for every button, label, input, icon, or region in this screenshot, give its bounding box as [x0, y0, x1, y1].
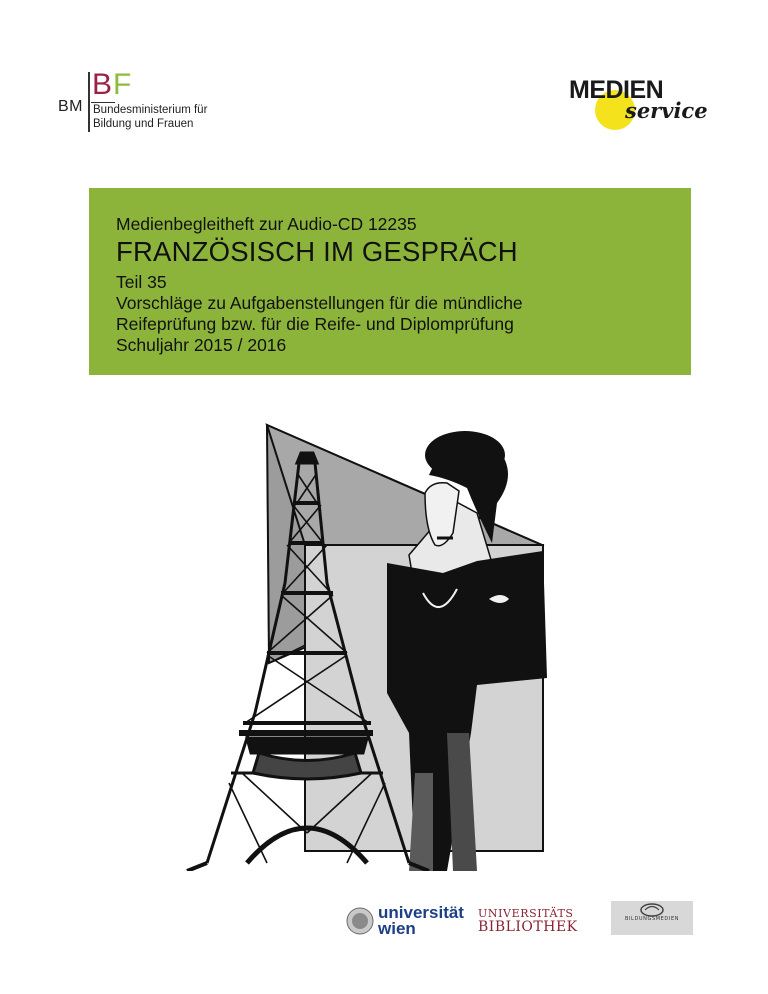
bildungsmedien-emblem-icon — [639, 903, 665, 917]
cover-subtitle: Medienbegleitheft zur Audio-CD 12235 — [116, 214, 417, 234]
uni-bibliothek-logo — [478, 907, 583, 937]
ministry-logo — [58, 68, 228, 134]
ministry-logo-divider — [88, 72, 90, 132]
uni-wien-line2: wien — [378, 919, 416, 938]
uni-wien-line1: universität — [378, 903, 464, 922]
ministry-name-line2: Bildung und Frauen — [93, 118, 194, 130]
ministry-logo-f: F — [113, 68, 133, 101]
cover-school-year: Schuljahr 2015 / 2016 — [116, 335, 287, 355]
medienservice-logo — [567, 76, 707, 130]
medienservice-line1: MEDIEN — [569, 76, 664, 104]
cover-title: FRANZÖSISCH IM GESPRÄCH — [116, 236, 518, 267]
ministry-logo-bm: BM — [58, 98, 83, 115]
ministry-logo-underline — [91, 102, 115, 103]
cover-description-line2: Reifeprüfung bzw. für die Reife- und Diplomprüfung — [116, 314, 514, 334]
ministry-name-line1: Bundesministerium für — [93, 104, 208, 116]
uni-bibliothek-line2: BIBLIOTHEK — [478, 919, 578, 935]
uni-wien-logo — [346, 903, 464, 939]
cover-description-line1: Vorschläge zu Aufgabenstellungen für die mündliche — [116, 293, 523, 313]
medienservice-line2: service — [625, 98, 708, 123]
cover-part: Teil 35 — [116, 272, 167, 292]
cover-details — [116, 272, 523, 356]
bildungsmedien-logo — [611, 901, 693, 935]
uni-bibliothek-line1: UNIVERSITÄTS — [478, 907, 574, 920]
ministry-logo-b: B — [92, 68, 114, 101]
bildungsmedien-label: BILDUNGSMEDIEN — [624, 916, 680, 922]
cover-illustration — [147, 393, 632, 871]
ministry-logo-bf — [92, 70, 132, 100]
title-box — [89, 188, 691, 375]
